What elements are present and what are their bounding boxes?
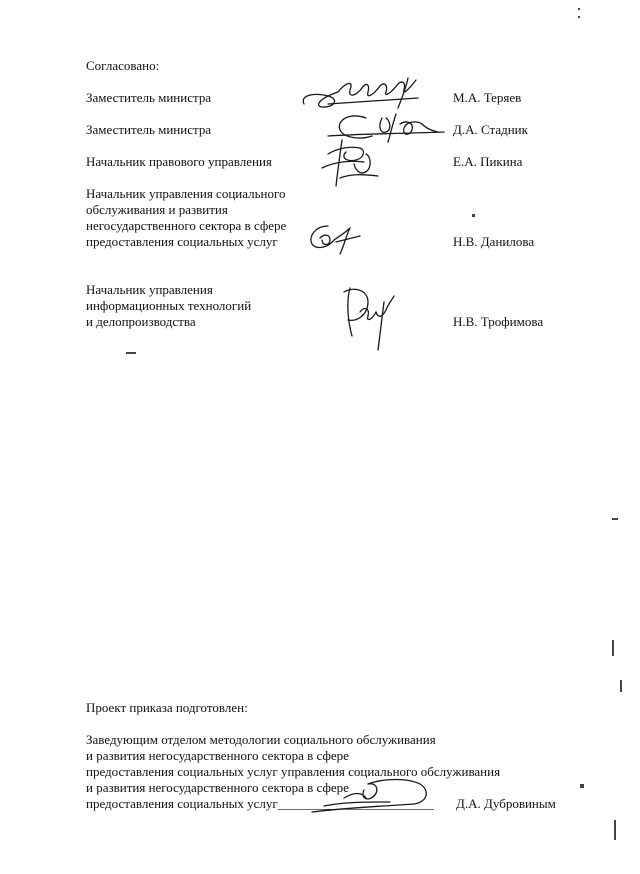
scan-speck: [612, 518, 618, 520]
scan-speck: [578, 16, 580, 18]
approval-row-title-block: [86, 282, 251, 330]
signature-trofimova: [338, 282, 398, 352]
scan-speck: [578, 8, 580, 10]
approval-row-title-line: информационных технологий: [86, 298, 252, 313]
scan-speck: [580, 784, 584, 788]
signature-danilova: [306, 218, 366, 258]
scan-speck: [620, 680, 622, 692]
approval-row-title: Заместитель министра: [86, 122, 212, 137]
approval-row-title-line: предоставления социальных услуг: [86, 234, 278, 249]
prepared-name: Д.А. Дубровиным: [456, 796, 556, 811]
prepared-text-block: [86, 732, 500, 812]
prepared-line: Заведующим отделом методологии социального обслуживания: [86, 732, 436, 747]
prepared-line: и развития негосударственного сектора в сфере: [86, 748, 349, 763]
signature-blank: ________________________: [277, 796, 434, 811]
stray-dash: [126, 352, 136, 354]
approval-row-name: М.А. Теряев: [453, 90, 522, 105]
approval-row-name: Н.В. Трофимова: [453, 314, 544, 329]
signature-dubrovin: [304, 772, 434, 818]
prepared-line-last: [86, 796, 500, 812]
scan-speck: [472, 214, 475, 217]
approval-row-title-line: Начальник управления социального: [86, 186, 286, 201]
approval-row-title: Заместитель министра: [86, 90, 212, 105]
approval-row-name: Н.В. Данилова: [453, 234, 535, 249]
approval-row-title-block: [86, 186, 286, 250]
approval-row-title-line: Начальник управления: [86, 282, 213, 297]
approval-row-name: Д.А. Стадник: [453, 122, 528, 137]
scan-speck: [614, 820, 616, 840]
prepared-heading: Проект приказа подготовлен:: [86, 700, 248, 715]
approval-row-title-line: и делопроизводства: [86, 314, 196, 329]
scan-speck: [612, 640, 614, 656]
approval-heading: Согласовано:: [86, 58, 160, 73]
approval-row-title-line: обслуживания и развития: [86, 202, 228, 217]
prepared-line: предоставления социальных услуг: [86, 796, 278, 811]
approval-row-title: Начальник правового управления: [86, 154, 272, 169]
approval-row-name: Е.А. Пикина: [453, 154, 523, 169]
prepared-line: и развития негосударственного сектора в сфере: [86, 780, 349, 795]
prepared-line: предоставления социальных услуг управления социального обслуживания: [86, 764, 501, 779]
approval-row-title-line: негосударственного сектора в сфере: [86, 218, 287, 233]
signature-pikina: [320, 134, 390, 188]
